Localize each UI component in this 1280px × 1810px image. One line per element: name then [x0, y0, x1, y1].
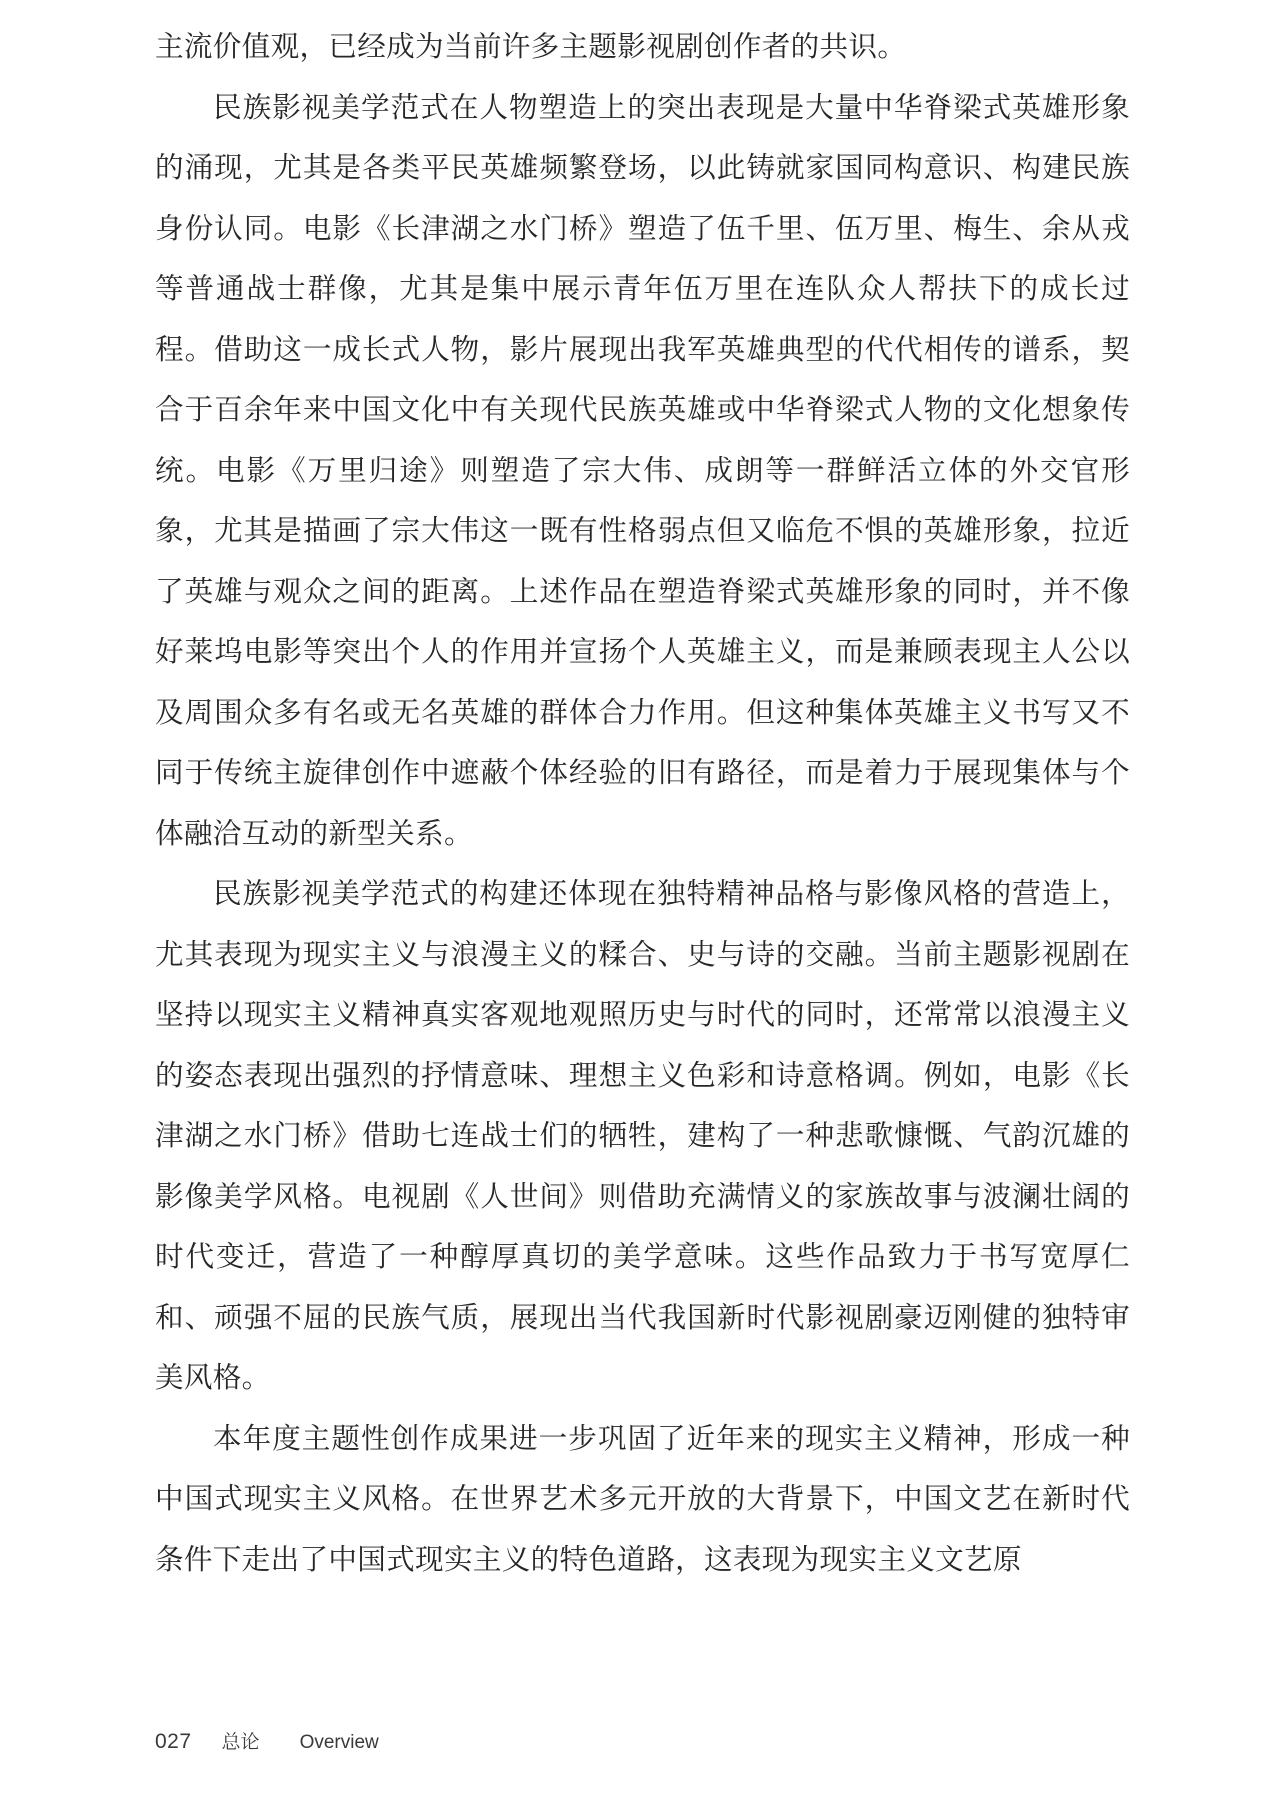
section-label-cn: 总论: [221, 1731, 260, 1753]
page-number: 027: [155, 1730, 192, 1753]
paragraph-aesthetic-style: 民族影视美学范式的构建还体现在独特精神品格与影像风格的营造上，尤其表现为现实主义与浪漫主义的糅合、史与诗的交融。当前主题影视剧在坚持以现实主义精神真实客观地观照历史与时代的同时，还常常以浪漫主义的姿态表现出强烈的抒情意味、理想主义色彩和诗意格调。例如，电影《长津湖之水门桥》借助七连战士们的牺牲，建构了一种悲歌慷慨、气韵沉雄的影像美学风格。电视剧《人世间》则借助充满情义的家族故事与波澜壮阔的时代变迁，营造了一种醇厚真切的美学意味。这些作品致力于书写宽厚仁和、顽强不屈的民族气质，展现出当代我国新时代影视剧豪迈刚健的独特审美风格。: [155, 876, 1130, 1394]
page-body: [155, 16, 1130, 1589]
page-footer: [155, 1727, 379, 1754]
section-label-en: Overview: [299, 1732, 379, 1753]
paragraph-chinese-realism: 本年度主题性创作成果进一步巩固了近年来的现实主义精神，形成一种中国式现实主义风格。在世界艺术多元开放的大背景下，中国文艺在新时代条件下走出了中国式现实主义的特色道路，这表现为现实主义文艺原: [155, 1420, 1130, 1576]
paragraph-hero-figures: 民族影视美学范式在人物塑造上的突出表现是大量中华脊梁式英雄形象的涌现，尤其是各类平民英雄频繁登场，以此铸就家国同构意识、构建民族身份认同。电影《长津湖之水门桥》塑造了伍千里、伍万里、梅生、余从戎等普通战士群像，尤其是集中展示青年伍万里在连队众人帮扶下的成长过程。借助这一成长式人物，影片展现出我军英雄典型的代代相传的谱系，契合于百余年来中国文化中有关现代民族英雄或中华脊梁式人物的文化想象传统。电影《万里归途》则塑造了宗大伟、成朗等一群鲜活立体的外交官形象，尤其是描画了宗大伟这一既有性格弱点但又临危不惧的英雄形象，拉近了英雄与观众之间的距离。上述作品在塑造脊梁式英雄形象的同时，并不像好莱坞电影等突出个人的作用并宣扬个人英雄主义，而是兼顾表现主人公以及周围众多有名或无名英雄的群体合力作用。但这种集体英雄主义书写又不同于传统主旋律创作中遮蔽个体经验的旧有路径，而是着力于展现集体与个体融洽互动的新型关系。: [155, 89, 1130, 850]
paragraph-continuation: 主流价值观，已经成为当前许多主题影视剧创作者的共识。: [155, 29, 907, 63]
